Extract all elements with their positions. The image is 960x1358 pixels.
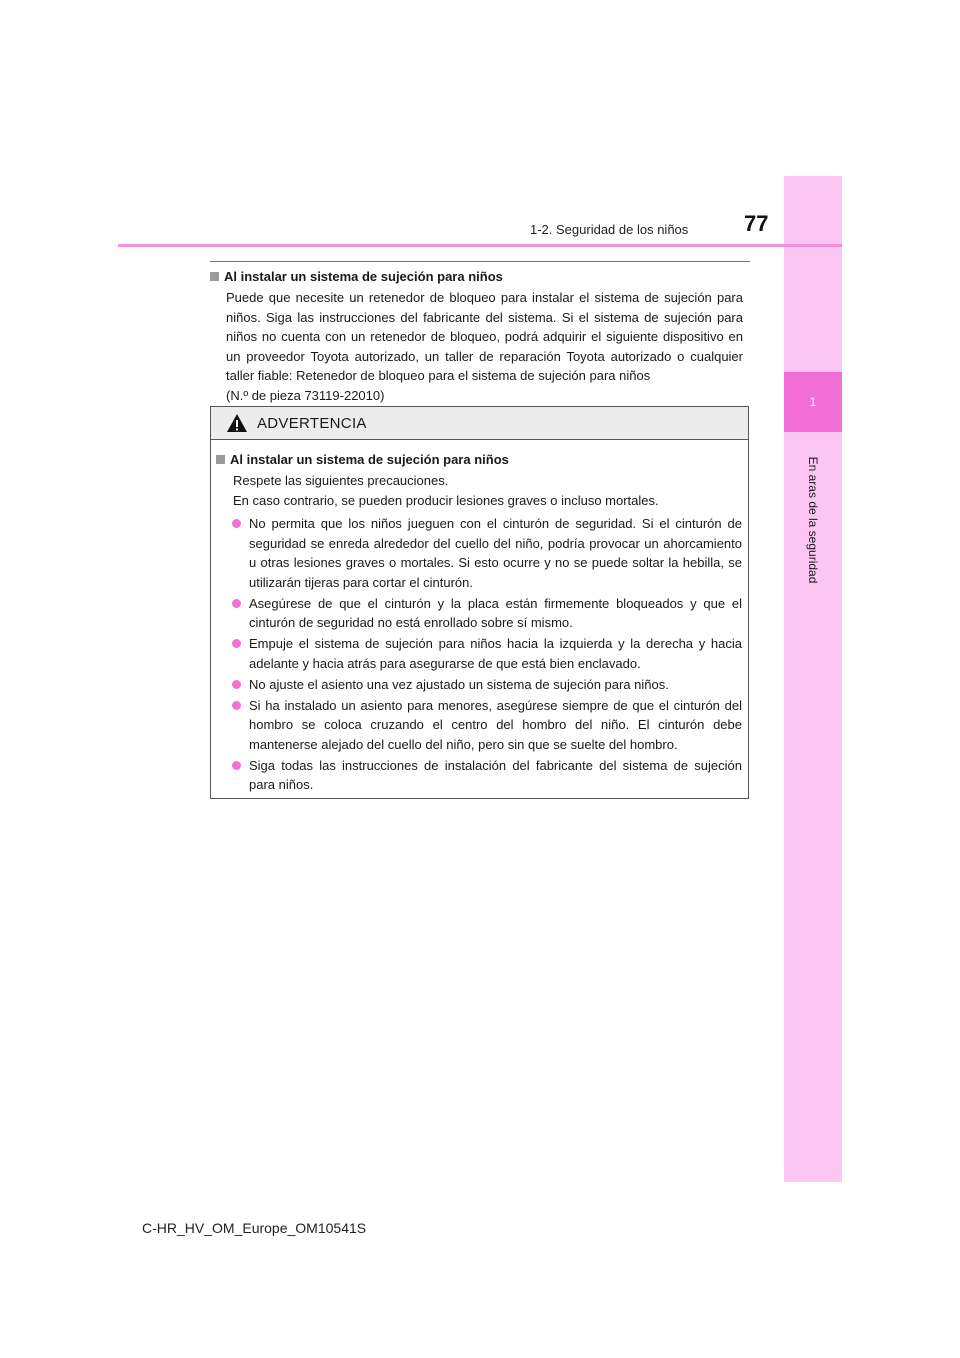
warning-intro-line: Respete las siguientes precauciones. [233, 473, 449, 488]
warning-intro-line: En caso contrario, se pueden producir lesiones graves o incluso mortales. [233, 492, 659, 508]
square-bullet-icon [216, 455, 225, 464]
main-body [226, 288, 743, 405]
warning-bullet [216, 675, 742, 695]
warning-bullet-text: Siga todas las instrucciones de instalación del fabricante del sistema de sujeción para niños. [249, 757, 742, 792]
warning-triangle-icon [226, 413, 248, 433]
warning-header [211, 407, 748, 440]
circle-bullet-icon [232, 599, 241, 608]
warning-bullet-text: No ajuste el asiento una vez ajustado un sistema de sujeción para niños. [249, 676, 669, 692]
chapter-title: En aras de la seguridad [806, 456, 820, 584]
header-divider [118, 244, 842, 247]
square-bullet-icon [210, 272, 219, 281]
circle-bullet-icon [232, 639, 241, 648]
warning-intro [233, 471, 742, 510]
warning-content [211, 440, 748, 795]
warning-box [210, 406, 749, 799]
warning-bullet-text: No permita que los niños jueguen con el cinturón de seguridad. Si el cinturón de seguridad se enreda alrededor del cuello del niño, podría provocar un ahorcamiento u otras lesiones graves o mortales. Si esto ocurre y no se puede soltar la hebilla, se utilizarán tijeras para cortar el cinturón. [249, 516, 742, 590]
part-number-paragraph: (N.º de pieza 73119-22010) [226, 387, 385, 403]
footer-document-code: C-HR_HV_OM_Europe_OM10541S [142, 1220, 367, 1236]
circle-bullet-icon [232, 701, 241, 710]
side-tab [784, 176, 842, 1182]
warning-bullet [216, 514, 742, 592]
warning-bullet [216, 756, 742, 795]
warning-bullet-text: Si ha instalado un asiento para menores, asegúrese siempre de que el cinturón del hombro se coloca cruzando el centro del hombro del niño. El cinturón debe mantenerse alejado del cuello del niño, pero sin que se suelte del hombro. [249, 697, 742, 752]
section-title: 1-2. Seguridad de los niños [530, 222, 689, 237]
warning-bullet-text: Asegúrese de que el cinturón y la placa están firmemente bloqueados y que el cinturón de seguridad no está enrollado sobre sí mismo. [249, 595, 742, 630]
warning-bullet [216, 696, 742, 755]
main-heading-text: Al instalar un sistema de sujeción para niños [224, 269, 503, 284]
section-rule [210, 261, 750, 262]
main-heading [210, 269, 503, 284]
warning-bullet [216, 634, 742, 673]
circle-bullet-icon [232, 761, 241, 770]
warning-title: ADVERTENCIA [257, 414, 367, 432]
warning-bullet-list [216, 514, 742, 795]
chapter-number: 1 [809, 395, 817, 409]
main-paragraph: Puede que necesite un retenedor de bloqueo para instalar el sistema de sujeción para niños. Siga las instrucciones del fabricante del sistema. Si el sistema de sujeción para niños no cuenta con un retenedor de bloqueo, podrá adquirir el siguiente dispositivo en un proveedor Toyota autorizado, un taller de reparación Toyota autorizado o cualquier taller fiable: Retenedor de bloqueo para el sistema de sujeción para niños [226, 290, 743, 383]
circle-bullet-icon [232, 519, 241, 528]
warning-heading [216, 450, 742, 468]
warning-bullet-text: Empuje el sistema de sujeción para niños hacia la izquierda y la derecha y hacia adelante y hacia atrás para asegurarse de que está bien enclavado. [249, 636, 742, 671]
warning-heading-text: Al instalar un sistema de sujeción para niños [230, 451, 509, 467]
page-number: 77 [744, 211, 769, 236]
circle-bullet-icon [232, 680, 241, 689]
warning-bullet [216, 594, 742, 633]
